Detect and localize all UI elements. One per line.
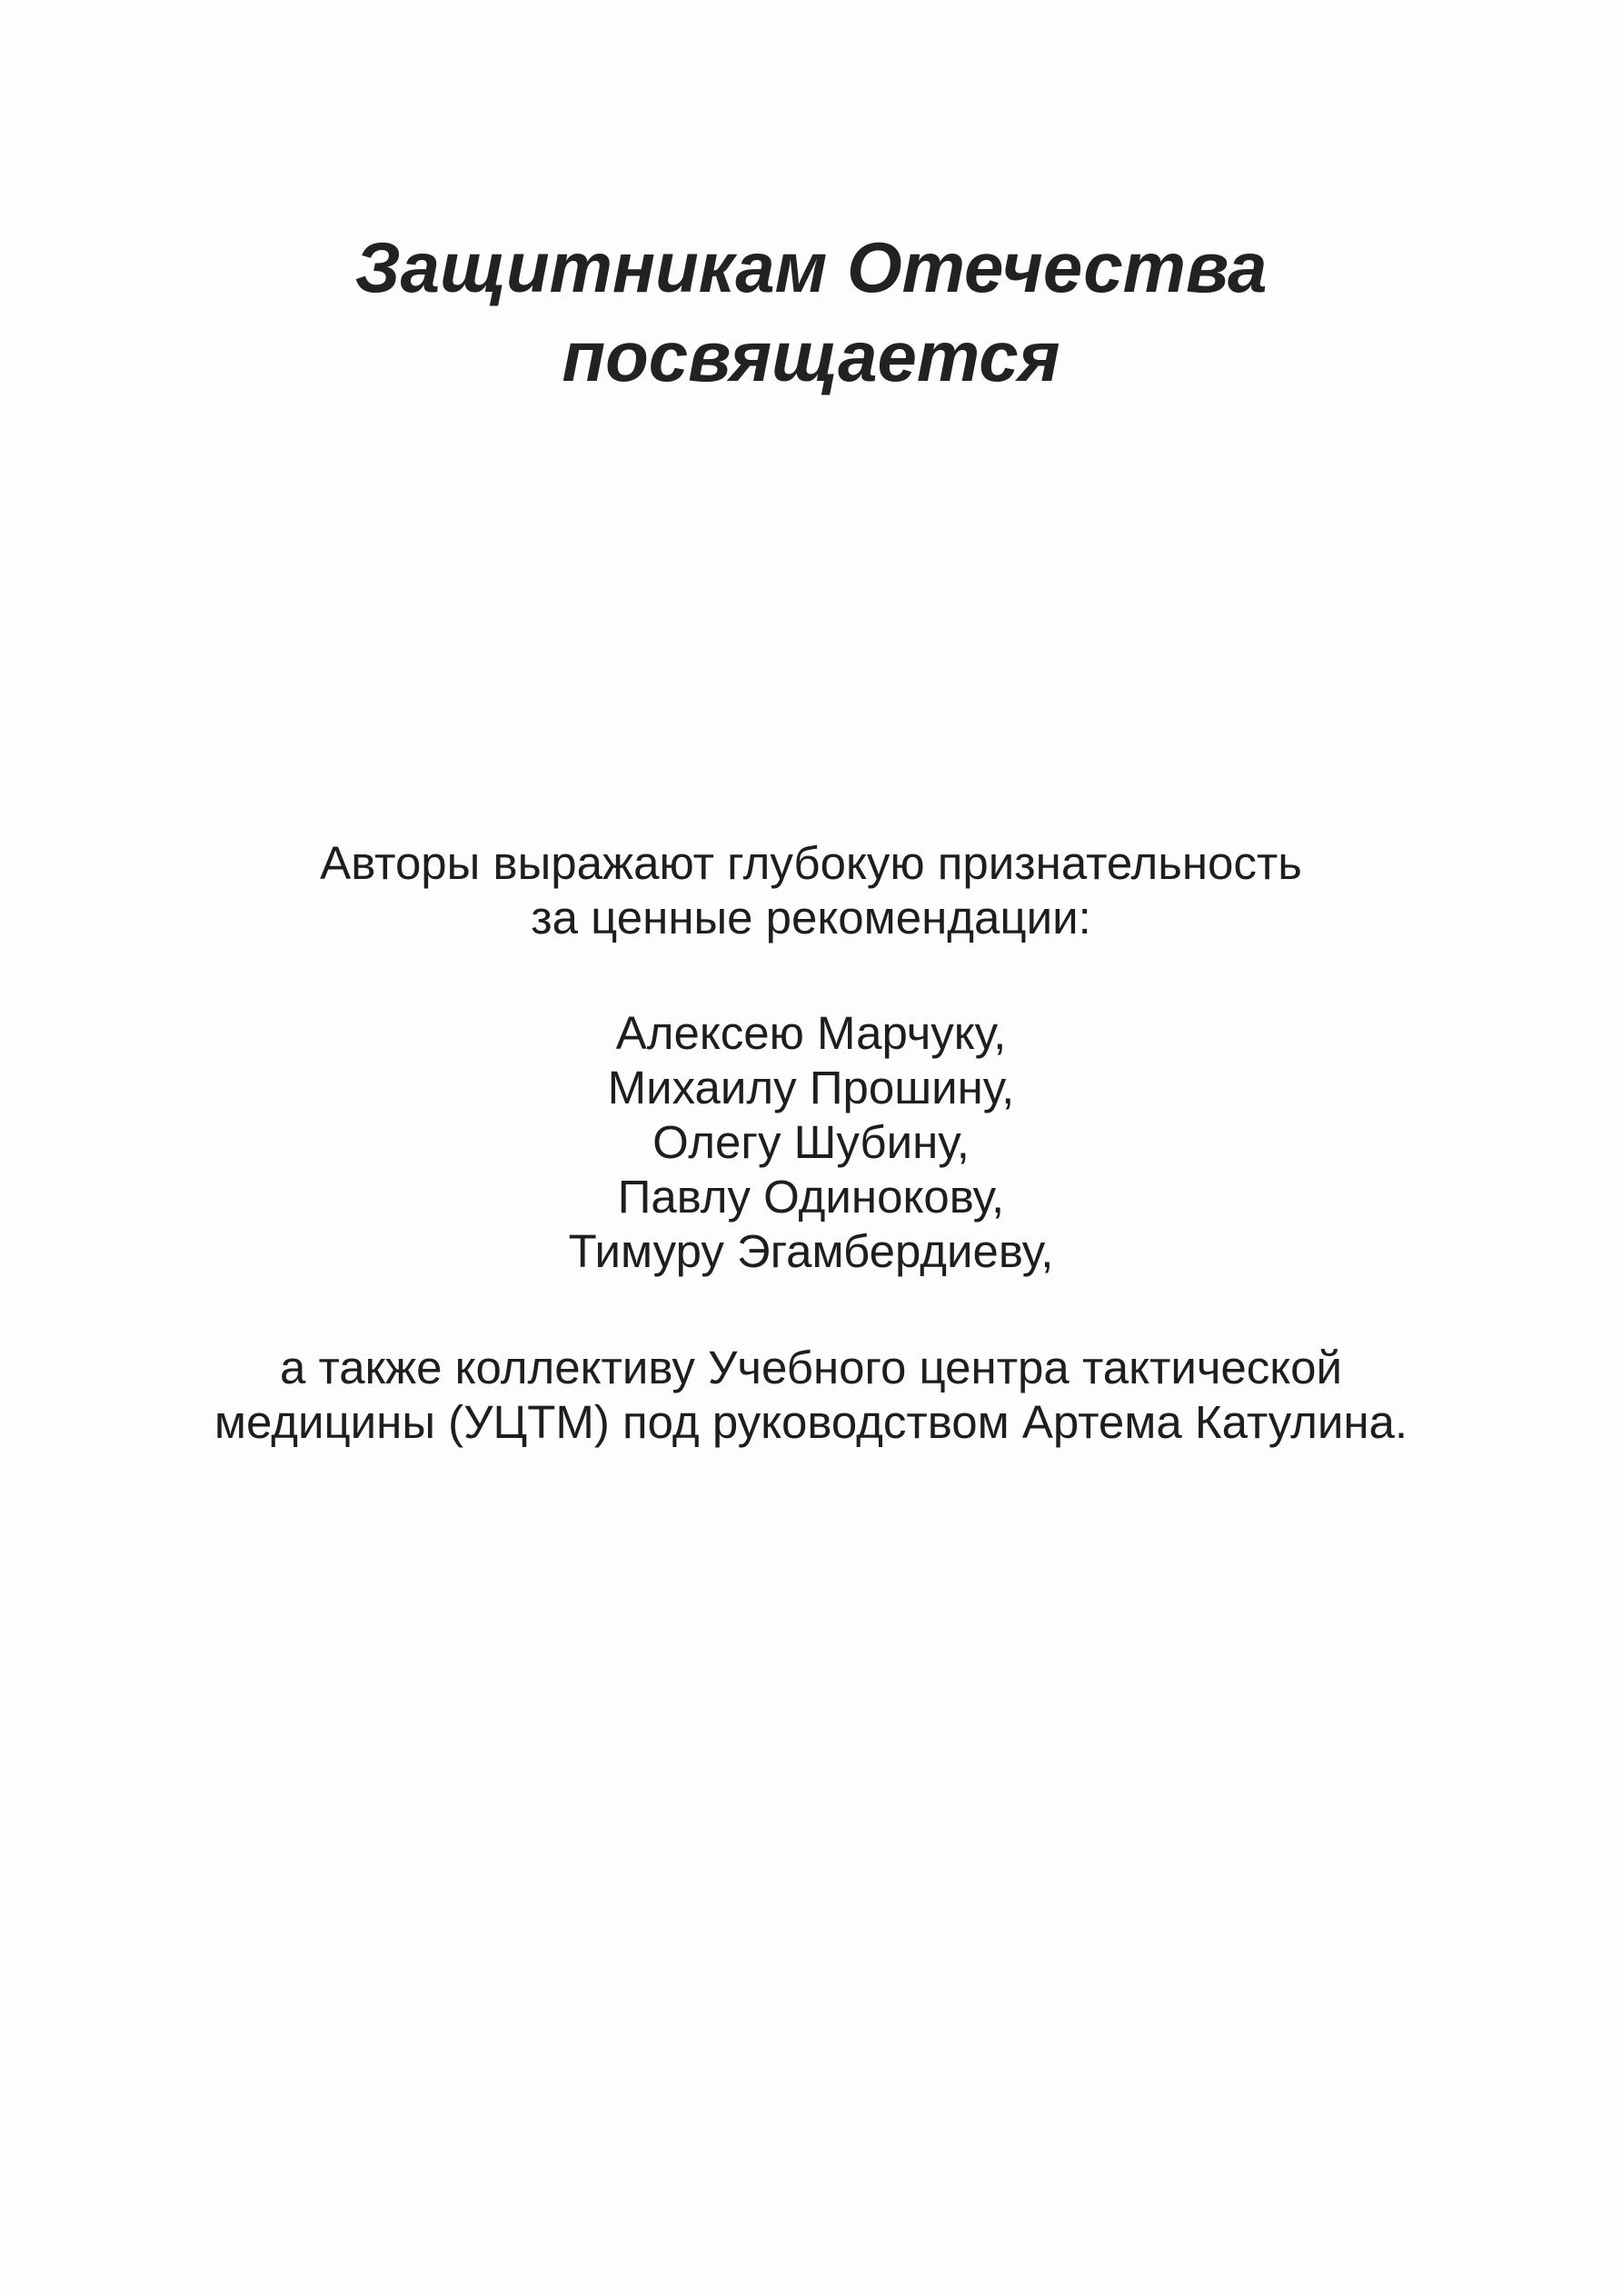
name-item: Алексею Марчуку, (615, 1007, 1007, 1059)
intro-line-2: за ценные рекомендации: (531, 892, 1091, 943)
name-item: Павлу Одинокову, (617, 1171, 1005, 1223)
dedication-line-1: Защитникам Отечества (354, 227, 1268, 307)
name-item: Тимуру Эгамбердиеву, (568, 1225, 1054, 1277)
name-item: Михаилу Прошину, (607, 1062, 1015, 1113)
closing-line-1: а также коллективу Учебного центра тактической (279, 1342, 1342, 1393)
name-item: Олегу Шубину, (652, 1116, 970, 1168)
closing-line-2: медицины (УЦТМ) под руководством Артема Катулина. (214, 1396, 1408, 1448)
dedication-heading (0, 223, 1622, 401)
acknowledgement-closing (0, 1341, 1622, 1450)
acknowledged-names-list (0, 1006, 1622, 1279)
acknowledgement-intro (0, 836, 1622, 945)
dedication-line-2: посвящается (562, 316, 1060, 396)
intro-line-1: Авторы выражают глубокую признательность (320, 837, 1302, 889)
